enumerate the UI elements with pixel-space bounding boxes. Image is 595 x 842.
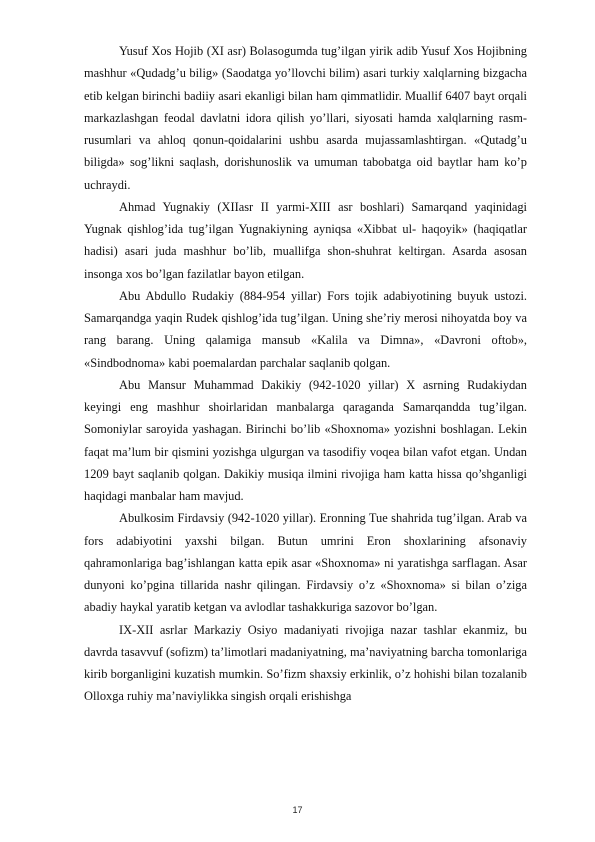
paragraph-ahmad-yugnakiy: Ahmad Yugnakiy (XIIasr II yarmi-XIII asr boshlari) Samarqand yaqinidagi Yugnak qishlog’ida tug’ilgan Yugnakiyning ayniqsa «Xibbat ul- haqoyik» (haqiqatlar hadisi) asari juda mashhur bo’lib, muallifga shon-shuhrat keltirgan. Asarda asosan insonga xos bo’lgan fazilatlar bayon etilgan. [84, 199, 527, 281]
paragraph-yusuf-xos-hojib: Yusuf Xos Hojib (XI asr) Bolasogumda tug’ilgan yirik adib Yusuf Xos Hojibning mashhur «Qudadg’u bilig» (Saodatga yo’llovchi bilim) asari turkiy xalqlarning bizgacha etib kelgan birinchi badiiy asari ekanligi bilan ham qimmatlidir. Muallif 6407 bayt orqali markazlashgan feodal davlatni idora qilish yo’llari, siyosati hamda xalqlarning rasm-rusumlari va ahloq qonun-qoidalarini ushbu asarda mujassamlashtirgan. «Qutadg’u biligda» sog’likni saqlash, dorishunoslik va umuman tabobatga oid baytlar ham ko’p uchraydi. [84, 44, 527, 192]
paragraph-tasavvuf: IX-XII asrlar Markaziy Osiyo madaniyati rivojiga nazar tashlar ekanmiz, bu davrda tasavvuf (sofizm) ta’limotlari madaniyatning, ma’naviyatning barcha tomonlariga kirib borganligini kuzatish mumkin. So’fizm shaxsiy erkinlik, o’z hohishi bilan tozalanib Olloxga ruhiy ma’naviylikka singish orqali erishishga [84, 622, 527, 704]
page-number: 17 [292, 805, 303, 815]
paragraph-rudakiy: Abu Abdullo Rudakiy (884-954 yillar) Fors tojik adabiyotining buyuk ustozi. Samarqandga yaqin Rudek qishlog’ida tug’ilgan. Uning she’riy merosi nihoyatda boy va rang barang. Uning qalamiga mansub «Kalila va Dimna», «Davroni oftob», «Sindbodnoma» kabi poemalardan parchalar saqlanib qolgan. [84, 288, 527, 370]
document-body [84, 40, 527, 708]
paragraph-dakikiy: Abu Mansur Muhammad Dakikiy (942-1020 yillar) X asrning Rudakiydan keyingi eng mashhur shoirlaridan manbalarga qaraganda Samarqandda tug’ilgan. Somoniylar saroyida yashagan. Birinchi bo’lib «Shoxnoma» yozishni boshlagan. Lekin faqat ma’lum bir qismini yozishga ulgurgan va tasodifiy voqea bilan vafot etgan. Undan 1209 bayt saqlanib qolgan. Dakikiy musiqa ilmini rivojiga ham katta hissa qo’shganligi haqidagi manbalar ham mavjud. [84, 377, 527, 503]
paragraph-firdavsiy: Abulkosim Firdavsiy (942-1020 yillar). Eronning Tue shahrida tug’ilgan. Arab va fors adabiyotini yaxshi bilgan. Butun umrini Eron shoxlarining afsonaviy qahramonlariga bag’ishlangan katta epik asar «Shoxnoma» ni yaratishga sarflagan. Asar dunyoni ko’pgina tillarida nashr qilingan. Firdavsiy o’z «Shoxnoma» si bilan o’ziga abadiy haykal yaratib ketgan va avlodlar tashakkuriga sazovor bo’lgan. [84, 511, 527, 615]
